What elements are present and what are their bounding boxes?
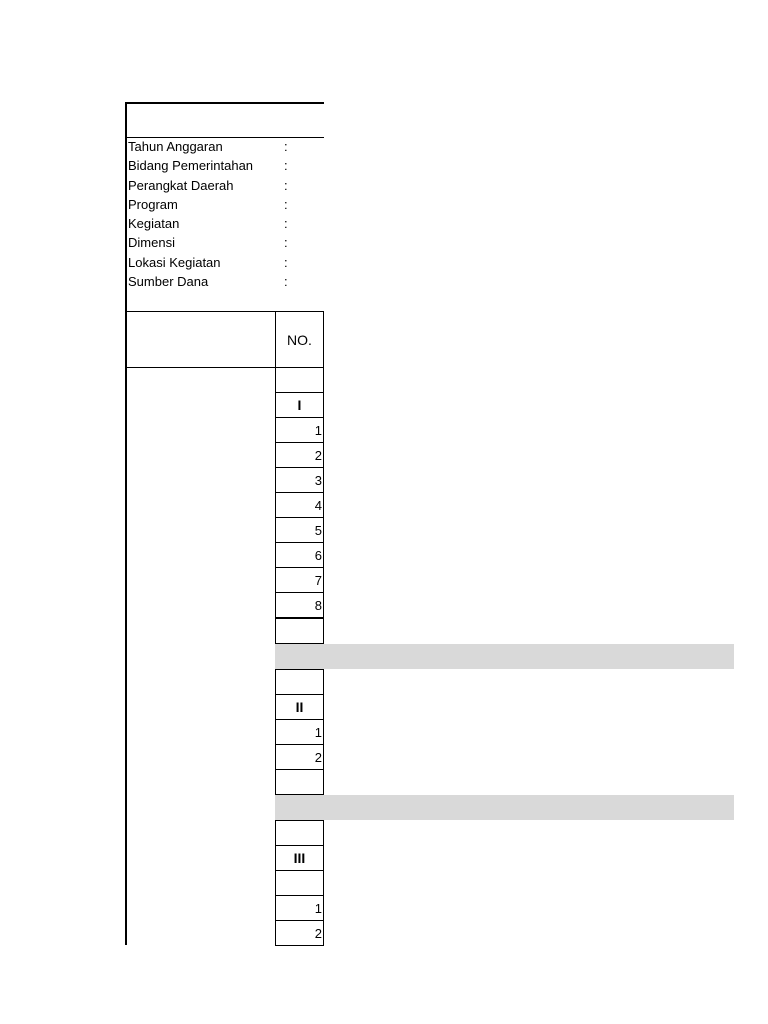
- info-label-perangkat-daerah: Perangkat Daerah: [128, 178, 234, 193]
- sheet-left-border: [125, 102, 127, 945]
- table-cell-empty: [275, 870, 324, 896]
- info-colon: :: [284, 158, 288, 173]
- info-label-dimensi: Dimensi: [128, 235, 175, 250]
- row-number: 1: [275, 417, 324, 443]
- row-number: 8: [275, 592, 324, 618]
- row-number: 5: [275, 517, 324, 543]
- row-number: 3: [275, 467, 324, 493]
- info-colon: :: [284, 274, 288, 289]
- table-cell-empty: [275, 769, 324, 795]
- row-number: 6: [275, 542, 324, 568]
- section-number-2: II: [275, 694, 324, 720]
- row-number: 1: [275, 719, 324, 745]
- sheet-top-border: [125, 102, 324, 104]
- table-cell-empty: [275, 669, 324, 695]
- subtotal-row-shade: [275, 795, 734, 820]
- info-colon: :: [284, 216, 288, 231]
- section-number-3: III: [275, 845, 324, 871]
- info-colon: :: [284, 235, 288, 250]
- title-underline: [125, 137, 324, 138]
- info-label-tahun-anggaran: Tahun Anggaran: [128, 139, 223, 154]
- row-number: 7: [275, 567, 324, 593]
- info-label-kegiatan: Kegiatan: [128, 216, 180, 231]
- info-label-bidang-pemerintahan: Bidang Pemerintahan: [128, 158, 254, 173]
- table-cell-empty: [275, 367, 324, 393]
- row-number: 4: [275, 492, 324, 518]
- info-label-program: Program: [128, 197, 178, 212]
- table-cell-empty: [275, 618, 324, 644]
- info-colon: :: [284, 139, 288, 154]
- row-number: 2: [275, 442, 324, 468]
- info-colon: :: [284, 255, 288, 270]
- info-label-sumber-dana: Sumber Dana: [128, 274, 209, 289]
- subtotal-row-shade: [275, 644, 734, 669]
- row-number: 2: [275, 920, 324, 946]
- table-cell-empty: [275, 820, 324, 846]
- info-colon: :: [284, 178, 288, 193]
- info-label-lokasi-kegiatan: Lokasi Kegiatan: [128, 255, 221, 270]
- row-number: 1: [275, 895, 324, 921]
- info-colon: :: [284, 197, 288, 212]
- section-number-1: I: [275, 392, 324, 418]
- column-header-no: NO.: [287, 331, 312, 348]
- row-number: 2: [275, 744, 324, 770]
